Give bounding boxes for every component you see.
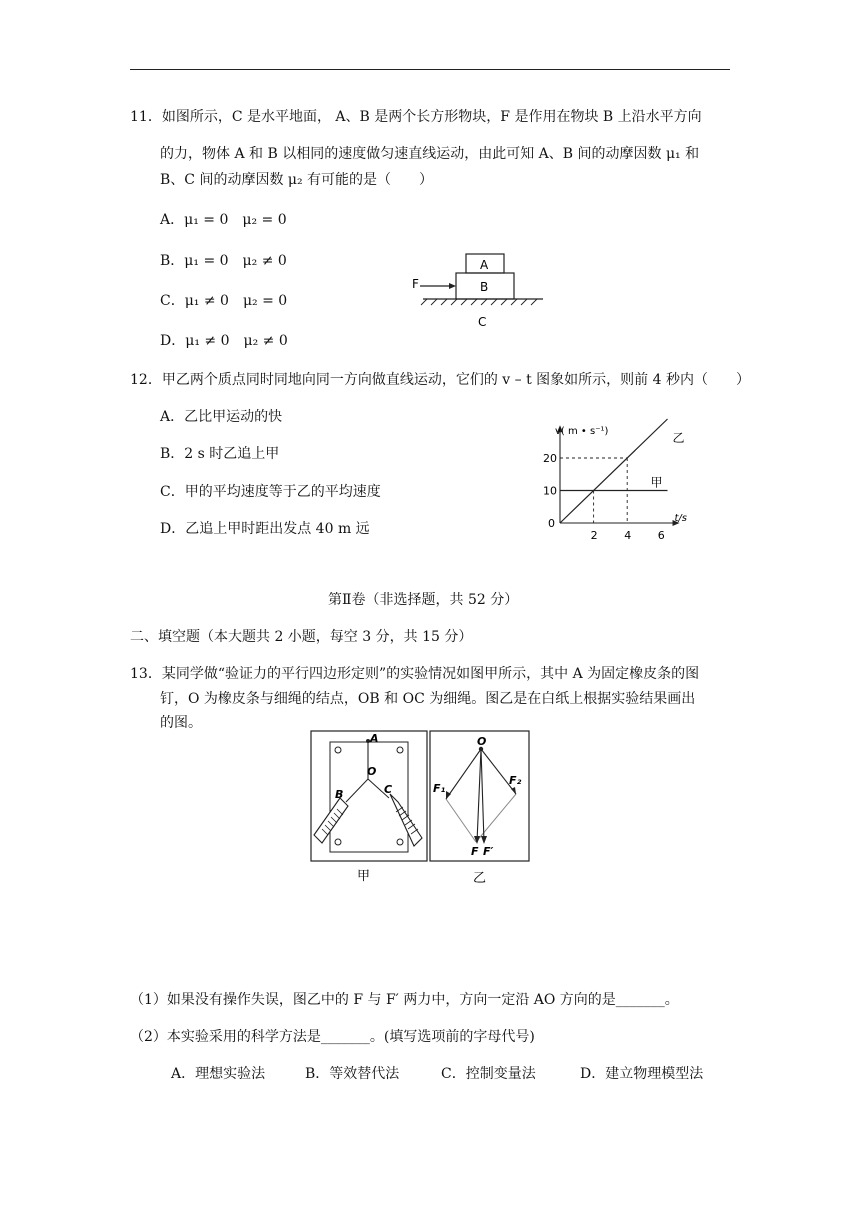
vt-chart bbox=[535, 420, 710, 545]
q11-option-b: B．μ₁ = 0 μ₂ ≠ 0 bbox=[160, 253, 287, 269]
y-tick-label: 10 bbox=[543, 484, 557, 498]
y-tick-label: 0 bbox=[548, 517, 555, 530]
ground-hatching bbox=[421, 299, 537, 305]
fig-jia-frame bbox=[311, 731, 427, 861]
x-tick-label: 6 bbox=[657, 529, 665, 542]
fig-yi-label-f-prime: F′ bbox=[483, 845, 494, 858]
q12-option-d: D．乙追上甲时距出发点 40 m 远 bbox=[160, 521, 370, 537]
q11-option-c: C．μ₁ ≠ 0 μ₂ = 0 bbox=[160, 293, 288, 309]
fig-yi-label-f2: F₂ bbox=[509, 774, 522, 787]
fig-jia-label-o: O bbox=[367, 765, 377, 778]
q12-option-a: A．乙比甲运动的快 bbox=[160, 409, 283, 425]
fig-yi-caption: 乙 bbox=[473, 871, 487, 886]
q13-option-b: B．等效替代法 bbox=[305, 1066, 400, 1082]
fig-yi bbox=[429, 730, 531, 888]
fig-jia-label-a: A bbox=[370, 732, 379, 745]
fig-jia bbox=[310, 730, 428, 885]
x-tick-label: 2 bbox=[590, 529, 598, 542]
q13-sub2: （2）本实验采用的科学方法是_______。(填写选项前的字母代号) bbox=[130, 1029, 535, 1045]
q13-line3: 的图。 bbox=[160, 715, 202, 731]
header-rule bbox=[130, 69, 730, 70]
q12-option-b: B．2 s 时乙追上甲 bbox=[160, 446, 280, 462]
series-name-0: 甲 bbox=[650, 475, 663, 490]
q13-option-a: A．理想实验法 bbox=[171, 1066, 266, 1082]
q11-line1: 11．如图所示，C 是水平地面， A、B 是两个长方形物块，F 是作用在物块 B 上沿水平方向 bbox=[130, 109, 702, 125]
q11-line3: B、C 间的动摩因数 μ₂ 有可能的是（ ） bbox=[160, 172, 434, 188]
ground-label: C bbox=[478, 315, 487, 329]
y-axis-label: v( m • s⁻¹) bbox=[555, 426, 609, 437]
fig-yi-label-f1: F₁ bbox=[433, 782, 446, 795]
force-label: F bbox=[412, 277, 419, 291]
x-axis-label: t/s bbox=[674, 513, 688, 524]
q11-option-a: A．μ₁ = 0 μ₂ = 0 bbox=[160, 212, 287, 228]
q13-option-d: D．建立物理模型法 bbox=[580, 1066, 704, 1082]
x-tick-label: 4 bbox=[624, 529, 632, 542]
q11-line2: 的力，物体 A 和 B 以相同的速度做匀速直线运动，由此可知 A、B 间的动摩因数 μ₁ 和 bbox=[160, 146, 700, 162]
q13-option-c: C．控制变量法 bbox=[441, 1066, 536, 1082]
q12-stem: 12．甲乙两个质点同时同地向同一方向做直线运动，它们的 v – t 图象如所示，则前 4 秒内（ ） bbox=[130, 372, 750, 388]
fig-jia-caption: 甲 bbox=[357, 869, 371, 884]
force-arrow-head bbox=[449, 283, 456, 289]
y-tick-label: 20 bbox=[543, 452, 557, 465]
fig-yi-label-o: O bbox=[477, 735, 487, 748]
q11-option-d: D．μ₁ ≠ 0 μ₂ ≠ 0 bbox=[160, 333, 288, 349]
block-a-label: A bbox=[480, 258, 489, 272]
series-name-1: 乙 bbox=[672, 431, 685, 445]
q12-option-c: C．甲的平均速度等于乙的平均速度 bbox=[160, 484, 381, 500]
block-b-label: B bbox=[480, 280, 489, 294]
fig-yi-label-f: F bbox=[471, 845, 479, 858]
q13-line1: 13．某同学做“验证力的平行四边形定则”的实验情况如图甲所示，其中 A 为固定橡皮条的图 bbox=[130, 666, 700, 682]
fig-jia-label-c: C bbox=[384, 783, 393, 796]
q13-line2: 钉，O 为橡皮条与细绳的结点，OB 和 OC 为细绳。图乙是在白纸上根据实验结果画出 bbox=[160, 691, 696, 707]
section2-heading: 二、填空题（本大题共 2 小题，每空 3 分，共 15 分） bbox=[130, 629, 473, 645]
fig-jia-label-b: B bbox=[335, 788, 344, 801]
q13-sub1: （1）如果没有操作失误，图乙中的 F 与 F′ 两力中，方向一定沿 AO 方向的是_______。 bbox=[130, 992, 679, 1008]
section2-title: 第Ⅱ卷（非选择题，共 52 分） bbox=[328, 592, 519, 608]
q11-blocks-figure bbox=[405, 248, 555, 330]
